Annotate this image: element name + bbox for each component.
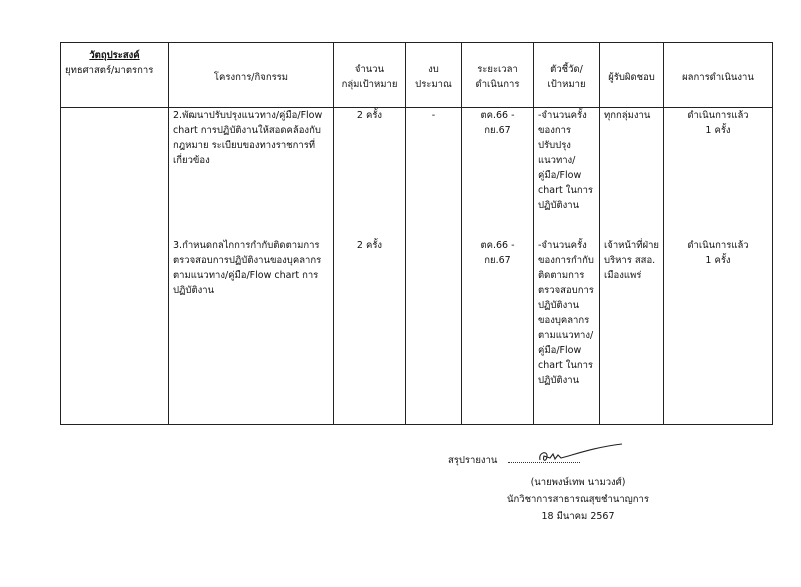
responsible-line: เจ้าหน้าที่ฝ่าย bbox=[604, 239, 659, 251]
cell-indicator bbox=[534, 108, 600, 236]
indicator-line: ของการ bbox=[538, 125, 572, 136]
header-strategy bbox=[61, 43, 169, 108]
project-line: เกี่ยวข้อง bbox=[173, 155, 210, 166]
cell-result bbox=[664, 236, 773, 425]
indicator-line: ปฏิบัติงาน bbox=[538, 374, 580, 386]
header-result bbox=[664, 43, 773, 108]
header-responsible bbox=[600, 43, 664, 108]
indicator-line: ของบุคลากร bbox=[538, 314, 590, 326]
header-period-label-2: ดำเนินการ bbox=[475, 79, 520, 90]
cell-project bbox=[169, 108, 334, 236]
header-budget-label: งบประมาณ bbox=[415, 64, 452, 90]
project-line: ตรวจสอบการปฏิบัติงานของบุคลากร bbox=[173, 254, 322, 266]
project-line: 3.กำหนดกลไกการกำกับติดตามการ bbox=[173, 239, 320, 251]
indicator-line: คู่มือ/Flow bbox=[538, 170, 582, 181]
project-line: ตามแนวทาง/คู่มือ/Flow chart การ bbox=[173, 269, 319, 281]
header-project-label: โครงการ/กิจกรรม bbox=[213, 71, 289, 83]
indicator-line: ติดตามการ bbox=[538, 269, 585, 281]
cell-period bbox=[462, 236, 534, 425]
result-line: 1 ครั้ง bbox=[705, 125, 731, 136]
cell-budget bbox=[406, 236, 462, 425]
cell-result bbox=[664, 108, 773, 236]
signature-lead: สรุปรายงาน bbox=[448, 455, 498, 466]
header-result-label: ผลการดำเนินงาน bbox=[682, 71, 754, 83]
cell-project bbox=[169, 236, 334, 425]
header-period bbox=[462, 43, 534, 108]
indicator-line: -จำนวนครั้ง bbox=[538, 239, 587, 251]
project-line: 2.พัฒนาปรับปรุงแนวทาง/คู่มือ/Flow bbox=[173, 110, 323, 121]
cell-target bbox=[334, 108, 406, 236]
header-target bbox=[334, 43, 406, 108]
header-project bbox=[169, 43, 334, 108]
result-line: ดำเนินการแล้ว bbox=[687, 110, 749, 121]
activity-table bbox=[60, 42, 773, 425]
project-line: ปฏิบัติงาน bbox=[173, 284, 215, 296]
cell-indicator bbox=[534, 236, 600, 425]
indicator-line: chart ในการ bbox=[538, 359, 594, 371]
header-responsible-label: ผู้รับผิดชอบ bbox=[608, 71, 655, 83]
header-target-label-2: กลุ่มเป้าหมาย bbox=[341, 79, 398, 90]
header-objective-label: วัตถุประสงค์ bbox=[89, 50, 140, 61]
period-value: ตค.66 - กย.67 bbox=[480, 239, 515, 266]
header-period-label-1: ระยะเวลา bbox=[477, 64, 518, 75]
signature-date: 18 มีนาคม 2567 bbox=[541, 511, 615, 522]
responsible-line: ทุกกลุ่มงาน bbox=[604, 110, 651, 121]
period-value: ตค.66 - กย.67 bbox=[480, 110, 515, 136]
target-value: 2 ครั้ง bbox=[356, 110, 383, 121]
result-line: 1 ครั้ง bbox=[705, 254, 731, 266]
header-indicator-label-2: เป้าหมาย bbox=[547, 79, 586, 90]
indicator-line: -จำนวนครั้ง bbox=[538, 110, 587, 121]
cell-period bbox=[462, 108, 534, 236]
header-indicator-label-1: ตัวชี้วัด/ bbox=[550, 64, 583, 75]
indicator-line: ปฏิบัติงาน bbox=[538, 299, 580, 311]
responsible-line: เมืองแพร่ bbox=[604, 269, 642, 281]
header-target-label-1: จำนวน bbox=[354, 64, 385, 75]
signature-scribble-icon bbox=[536, 442, 626, 468]
header-budget bbox=[406, 43, 462, 108]
indicator-line: คู่มือ/Flow bbox=[538, 344, 582, 356]
cell-strategy bbox=[61, 236, 169, 425]
cell-target bbox=[334, 236, 406, 425]
responsible-line: บริหาร สสอ. bbox=[604, 254, 656, 266]
signer-name: (นายพงษ์เทพ นามวงศ์) bbox=[530, 477, 626, 488]
header-strategy-label: ยุทธศาสตร์/มาตรการ bbox=[65, 65, 154, 76]
project-line: กฎหมาย ระเบียบของทางราชการที่ bbox=[173, 140, 316, 151]
indicator-line: chart ในการ bbox=[538, 185, 594, 196]
indicator-line: แนวทาง/ bbox=[538, 155, 576, 166]
header-indicator bbox=[534, 43, 600, 108]
table-row bbox=[61, 108, 773, 236]
table-header-row bbox=[61, 43, 773, 108]
result-line: ดำเนินการแล้ว bbox=[687, 239, 749, 251]
cell-responsible bbox=[600, 108, 664, 236]
indicator-line: ของการกำกับ bbox=[538, 254, 594, 266]
target-value: 2 ครั้ง bbox=[356, 239, 383, 251]
cell-responsible bbox=[600, 236, 664, 425]
indicator-line: ตามแนวทาง/ bbox=[538, 329, 594, 341]
indicator-line: ตรวจสอบการ bbox=[538, 284, 594, 296]
indicator-line: ปรับปรุง bbox=[538, 140, 571, 151]
indicator-line: ปฏิบัติงาน bbox=[538, 200, 580, 211]
cell-budget bbox=[406, 108, 462, 236]
table-row bbox=[61, 236, 773, 425]
project-line: chart การปฏิบัติงานให้สอดคล้องกับ bbox=[173, 125, 321, 136]
cell-strategy bbox=[61, 108, 169, 236]
signer-position: นักวิชาการสาธารณสุขชำนาญการ bbox=[507, 494, 649, 505]
budget-value: - bbox=[431, 110, 436, 121]
